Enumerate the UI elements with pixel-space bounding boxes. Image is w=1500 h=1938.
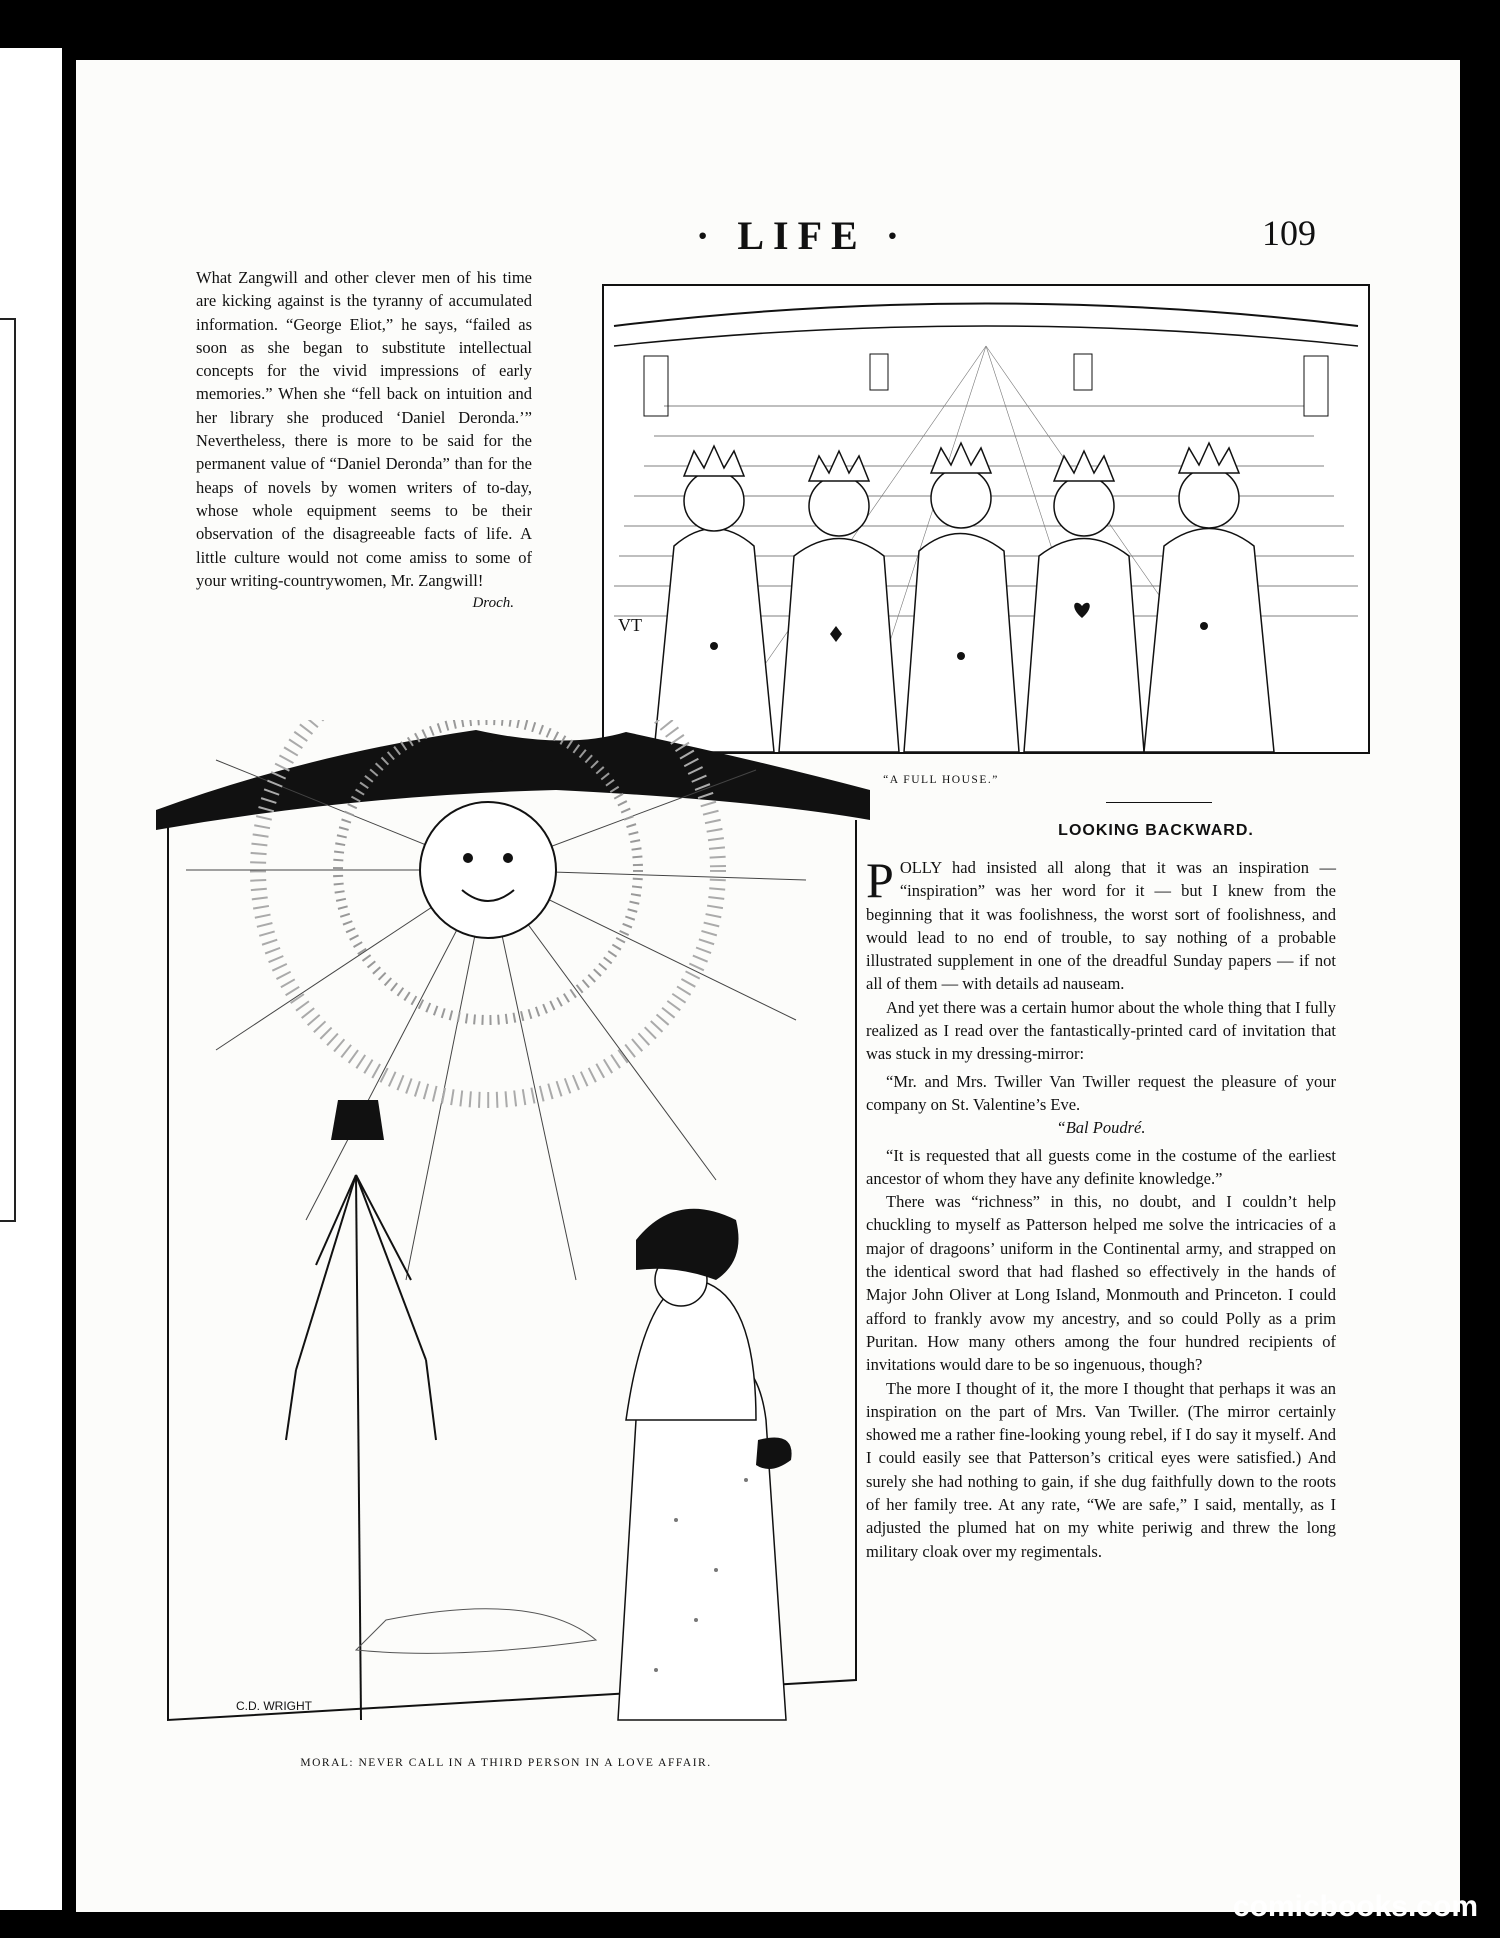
full-house-caption: “A FULL HOUSE.” [883, 774, 999, 786]
story-paragraph: There was “richness” in this, no doubt, and I couldn’t help chuckling to myself as Patterson helped me solve the intricacies of a major of dragoons’ uniform in the Continental army, and strapped on the identical sword that had flashed so effectively in the hands of Major John Oliver at Long Island, Monmouth and Princeton. I could afford to frankly avow my ancestry, and so could Polly as a prim Puritan. How many others among the four hundred recipients of invitations would dare to be so ingenuous, though? [866, 1192, 1336, 1375]
droch-column [196, 266, 532, 615]
moral-caption: MORAL: NEVER CALL IN A THIRD PERSON IN A LOVE AFFAIR. [300, 1757, 712, 1769]
artist-monogram: VT [618, 615, 642, 635]
story-paragraph: And yet there was a certain humor about the whole thing that I fully realized as I read over the fantastically-printed card of invitation that was stuck in my dressing-mirror: [866, 997, 1336, 1064]
droch-signature: Droch. [472, 595, 514, 612]
story-paragraph: OLLY had insisted all along that it was an inspiration — “inspiration” was her word for it — but I knew from the beginning that it was foolishness, the worst sort of foolishness, and would lead to no end of trouble, to say nothing of a probable illustrated supplement in one of the dreadful Sunday papers — if not all of them — with details ad nauseam. [866, 858, 1336, 994]
full-house-illustration [602, 284, 1370, 754]
bal-poudre: “Bal Poudré. [1056, 1118, 1146, 1138]
story-column [866, 852, 1336, 1563]
droch-paragraph: What Zangwill and other clever men of his time are kicking against is the tyranny of accumulated information. “George Eliot,” he says, “failed as soon as she began to substitute intellectual concepts for the vivid impressions of early memories.” When she “fell back on intuition and her library she produced ‘Daniel Deronda.’” Nevertheless, there is more to be said for the permanent value of “Daniel Deronda” than for the heaps of novels by women writers of to-day, whose whole equipment seems to be their observation of the disagreeable facts of life. A little culture would not come amiss to some of your writing-countrywomen, Mr. Zangwill! [196, 268, 532, 590]
page-gutter [62, 40, 76, 1918]
invitation-text: “Mr. and Mrs. Twiller Van Twiller request the pleasure of your company on St. Valentine’s Eve. [866, 1071, 1336, 1114]
drop-cap: P [866, 852, 894, 908]
watermark: comicbooks.com [1232, 1890, 1478, 1923]
sun-and-scarecrow-drawing [156, 720, 886, 1742]
invitation-request: “It is requested that all guests come in the costume of the earliest ancestor of whom they have any definite knowledge.” [866, 1145, 1336, 1188]
story-title: LOOKING BACKWARD. [1058, 822, 1254, 839]
facing-page-rule [0, 318, 16, 1222]
page-number: 109 [1262, 213, 1316, 253]
story-divider [1106, 802, 1212, 803]
artist-signature: C.D. WRIGHT [236, 1699, 312, 1713]
facing-page-edge [0, 48, 62, 1910]
page-header [76, 212, 1460, 262]
moral-illustration [156, 720, 886, 1742]
theatre-drawing [604, 286, 1368, 752]
magazine-page [76, 60, 1460, 1912]
story-paragraph: The more I thought of it, the more I thought that perhaps it was an inspiration on the part of Mrs. Van Twiller. (The mirror certainly showed me a rather fine-looking young rebel, if I do say it myself. And I could easily see that Patterson’s critical eyes were satisfied.) And surely she had nothing to gain, if she dug faithfully down to the roots of her family tree. At any rate, “We are safe,” I said, mentally, as I adjusted the plumed hat on my white periwig and threw the long military cloak over my regimentals. [866, 1378, 1336, 1561]
masthead: · LIFE · [696, 213, 909, 258]
